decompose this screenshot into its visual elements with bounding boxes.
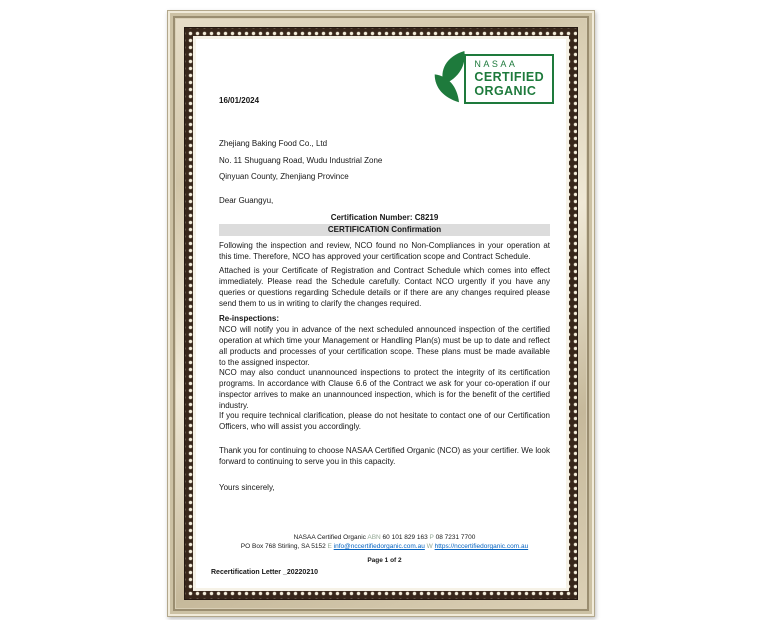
paragraph-unannounced-inspection: NCO may also conduct unannounced inspections to protect the integrity of its certification programs. In accordance with Clause 6.6 of the Contract we ask for your co-operation if our inspector arrives to make an unannounced inspection, which is for the benefit of the certified industry.	[219, 368, 550, 410]
recipient-street: No. 11 Shuguang Road, Wudu Industrial Zone	[219, 156, 383, 165]
logo-text-nasaa: NASAA	[474, 59, 518, 69]
page-number: Page 1 of 2	[367, 557, 402, 564]
picture-frame	[167, 10, 595, 617]
letter-paper	[196, 39, 566, 588]
re-inspections-section	[219, 313, 550, 368]
closing-sign-off: Yours sincerely,	[219, 483, 275, 492]
footer-email-label: E	[327, 543, 332, 550]
recipient-company: Zhejiang Baking Food Co., Ltd	[219, 139, 328, 148]
certification-number: Certification Number: C8219	[330, 213, 439, 222]
letter-date: 16/01/2024	[219, 96, 260, 105]
re-inspections-heading: Re-inspections:	[219, 314, 280, 323]
footer-abn-value: 60 101 829 163	[382, 534, 428, 541]
footer-email-link[interactable]: info@nccertifiedorganic.com.au	[333, 543, 425, 550]
footer-website-link[interactable]: https://nccertifiedorganic.com.au	[434, 543, 529, 550]
footer-phone-label: P	[429, 534, 434, 541]
footer-web-label: W	[426, 543, 433, 550]
footer-phone-value: 08 7231 7700	[435, 534, 476, 541]
logo-text-organic: ORGANIC	[474, 84, 537, 98]
certification-heading: CERTIFICATION Confirmation	[219, 224, 550, 236]
paragraph-certificate-attached: Attached is your Certificate of Registration and Contract Schedule which comes into effect immediately. Please read the Schedule carefully. Contact NCO urgently if you have any queries or questions regarding Schedule details or if there are any changes required please send them to us in writing to clarify the changes required.	[219, 266, 550, 308]
footer-address: PO Box 768 Stirling, SA 5152	[240, 543, 326, 550]
paragraph-announced-inspection: NCO will notify you in advance of the next scheduled announced inspection of the certified operation at which time your Management or Handling Plan(s) must be up to date and reflect all products and processes of your certification scope. These plans must be made available to the assigned inspector.	[219, 325, 550, 367]
logo-text-certified: CERTIFIED	[474, 70, 544, 84]
footer-contact-line1	[219, 533, 550, 542]
paragraph-inspection-result: Following the inspection and review, NCO found no Non-Compliances in your operation at this time. Therefore, NCO has approved your certification scope and Contract Schedule.	[219, 241, 550, 261]
footer-contact-line2	[219, 542, 550, 551]
footer-org-name: NASAA Certified Organic	[293, 534, 366, 541]
recipient-region: Qinyuan County, Zhenjiang Province	[219, 172, 349, 181]
frame-bead-border	[184, 27, 578, 600]
document-filename: Recertification Letter _20220210	[211, 569, 318, 576]
paragraph-technical-clarification: If you require technical clarification, please do not hesitate to contact one of our Certification Officers, who will assist you accordingly.	[219, 411, 550, 431]
footer-abn-label: ABN	[367, 534, 381, 541]
salutation: Dear Guangyu,	[219, 196, 274, 205]
paragraph-thank-you: Thank you for continuing to choose NASAA Certified Organic (NCO) as your certifier. We look forward to continuing to serve you in this capacity.	[219, 446, 550, 466]
frame-inner-mat	[193, 36, 569, 591]
